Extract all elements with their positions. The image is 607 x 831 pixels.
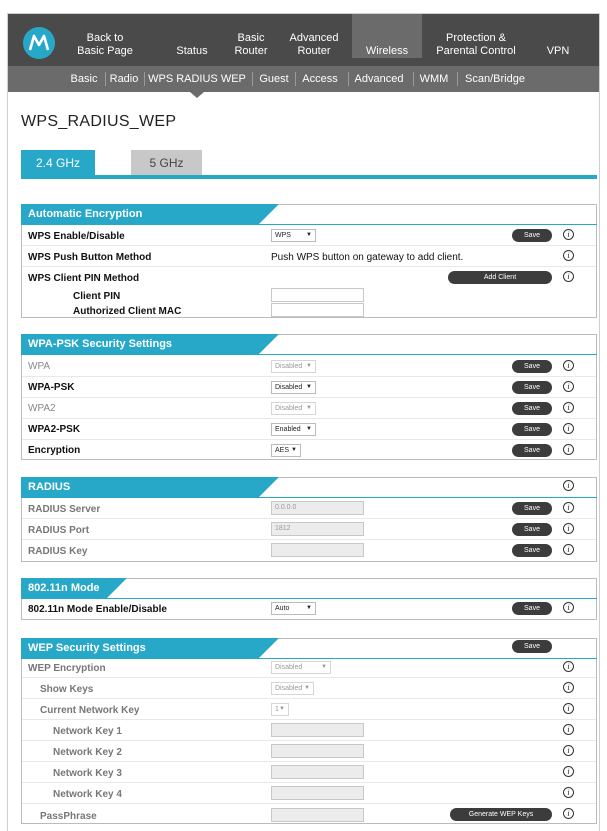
generate-wep-keys-button[interactable]: Generate WEP Keys	[450, 808, 552, 821]
info-icon[interactable]: i	[563, 250, 574, 261]
client-pin-label: Client PIN	[73, 291, 121, 302]
wpa2-select[interactable]: Disabled ▼	[271, 402, 316, 415]
row-divider	[22, 803, 596, 804]
wps-push-text: Push WPS button on gateway to add client.	[271, 252, 464, 263]
row-divider	[22, 677, 596, 678]
info-icon[interactable]: i	[563, 724, 574, 735]
show-keys-select[interactable]: Disabled ▼	[271, 682, 314, 695]
info-icon[interactable]: i	[563, 229, 574, 240]
row-divider	[22, 761, 596, 762]
section-header-line	[21, 224, 597, 225]
wep-save-button[interactable]: Save	[512, 640, 552, 653]
add-client-button[interactable]: Add Client	[448, 271, 552, 284]
radius-port-input[interactable]: 1812	[271, 522, 364, 536]
subnav-scan-bridge[interactable]: Scan/Bridge	[465, 73, 525, 85]
chevron-down-icon: ▼	[306, 405, 312, 411]
info-icon[interactable]: i	[563, 402, 574, 413]
network-key-1-label: Network Key 1	[53, 726, 122, 737]
wep-encryption-select[interactable]: Disabled ▼	[271, 661, 331, 674]
wpa-label: WPA	[28, 361, 51, 372]
radius-key-save-button[interactable]: Save	[512, 544, 552, 557]
row-divider	[22, 782, 596, 783]
subnav-separator	[144, 72, 145, 86]
show-keys-label: Show Keys	[40, 684, 94, 695]
wps-enable-select[interactable]: WPS ▼	[271, 229, 316, 242]
subnav-radio[interactable]: Radio	[109, 73, 139, 85]
section-header-line	[21, 354, 597, 355]
wpa2-psk-select[interactable]: Enabled ▼	[271, 423, 316, 436]
nav-protection-parental[interactable]: Protection & Parental Control	[436, 32, 516, 57]
info-icon[interactable]: i	[563, 444, 574, 455]
radius-server-label: RADIUS Server	[28, 504, 101, 515]
encryption-select[interactable]: AES ▼	[271, 444, 301, 457]
network-key-4-label: Network Key 4	[53, 789, 122, 800]
wps-save-button[interactable]: Save	[512, 229, 552, 242]
wpa2-save-button[interactable]: Save	[512, 402, 552, 415]
info-icon[interactable]: i	[563, 360, 574, 371]
wpa-psk-save-button[interactable]: Save	[512, 381, 552, 394]
client-pin-input[interactable]	[271, 288, 364, 302]
network-key-4-input[interactable]	[271, 786, 364, 800]
info-icon[interactable]: i	[563, 271, 574, 282]
n-mode-select[interactable]: Auto ▼	[271, 602, 316, 615]
motorola-m-icon	[27, 31, 51, 55]
section-header-line	[21, 497, 597, 498]
info-icon[interactable]: i	[563, 808, 574, 819]
network-key-1-input[interactable]	[271, 723, 364, 737]
chevron-down-icon: ▼	[306, 605, 312, 611]
info-icon[interactable]: i	[563, 745, 574, 756]
row-divider	[22, 698, 596, 699]
network-key-3-input[interactable]	[271, 765, 364, 779]
info-icon[interactable]: i	[563, 381, 574, 392]
subnav-basic[interactable]: Basic	[70, 73, 98, 85]
section-header: RADIUS	[21, 477, 259, 497]
info-icon[interactable]: i	[563, 682, 574, 693]
nav-back-to-basic[interactable]: Back to Basic Page	[77, 32, 133, 57]
tab-underline	[21, 175, 597, 179]
subnav-guest[interactable]: Guest	[259, 73, 289, 85]
section-header: WEP Security Settings	[21, 638, 259, 658]
wps-enable-label: WPS Enable/Disable	[28, 231, 125, 242]
section-header-line	[21, 658, 597, 659]
wpa2-psk-label: WPA2-PSK	[28, 424, 81, 435]
info-icon[interactable]: i	[563, 661, 574, 672]
n-mode-label: 802.11n Mode Enable/Disable	[28, 604, 167, 615]
info-icon[interactable]: i	[563, 787, 574, 798]
info-icon[interactable]: i	[563, 480, 574, 491]
nav-vpn[interactable]: VPN	[546, 45, 570, 57]
subnav-separator	[348, 72, 349, 86]
network-key-3-label: Network Key 3	[53, 768, 122, 779]
row-divider	[22, 397, 596, 398]
subnav-wps-radius-wep[interactable]: WPS RADIUS WEP	[148, 73, 246, 85]
radius-port-label: RADIUS Port	[28, 525, 90, 536]
info-icon[interactable]: i	[563, 423, 574, 434]
active-subnav-pointer	[190, 92, 204, 98]
wpa-save-button[interactable]: Save	[512, 360, 552, 373]
section-header: 802.11n Mode	[21, 578, 107, 598]
chevron-down-icon: ▼	[306, 232, 312, 238]
wpa2-psk-save-button[interactable]: Save	[512, 423, 552, 436]
passphrase-label: PassPhrase	[40, 811, 97, 822]
subnav-advanced[interactable]: Advanced	[354, 73, 404, 85]
authorized-mac-input[interactable]	[271, 303, 364, 317]
radius-server-save-button[interactable]: Save	[512, 502, 552, 515]
nav-wireless[interactable]: Wireless	[352, 14, 422, 58]
chevron-down-icon: ▼	[306, 363, 312, 369]
row-divider	[22, 539, 596, 540]
info-icon[interactable]: i	[563, 523, 574, 534]
row-divider	[22, 439, 596, 440]
chevron-down-icon: ▼	[306, 384, 312, 390]
chevron-down-icon: ▼	[291, 447, 297, 453]
subnav-separator	[295, 72, 296, 86]
current-key-label: Current Network Key	[40, 705, 140, 716]
nav-advanced-router[interactable]: Advanced Router	[289, 32, 339, 57]
subnav-wmm[interactable]: WMM	[419, 73, 449, 85]
subnav-separator	[457, 72, 458, 86]
wpa-psk-select[interactable]: Disabled ▼	[271, 381, 316, 394]
encryption-label: Encryption	[28, 445, 81, 456]
motorola-logo	[23, 27, 55, 59]
row-divider	[22, 740, 596, 741]
wep-encryption-label: WEP Encryption	[28, 663, 106, 674]
row-divider	[22, 719, 596, 720]
passphrase-input[interactable]	[271, 808, 364, 822]
radius-port-save-button[interactable]: Save	[512, 523, 552, 536]
tab-2-4-ghz[interactable]: 2.4 GHz	[21, 150, 95, 176]
row-divider	[22, 245, 596, 246]
chevron-down-icon: ▼	[321, 664, 327, 670]
row-divider	[22, 266, 596, 267]
wps-pin-label: WPS Client PIN Method	[28, 273, 140, 284]
info-icon[interactable]: i	[563, 602, 574, 613]
network-key-2-label: Network Key 2	[53, 747, 122, 758]
n-mode-save-button[interactable]: Save	[512, 602, 552, 615]
info-icon[interactable]: i	[563, 502, 574, 513]
subnav-separator	[252, 72, 253, 86]
info-icon[interactable]: i	[563, 544, 574, 555]
tab-5-ghz[interactable]: 5 GHz	[131, 150, 202, 176]
info-icon[interactable]: i	[563, 766, 574, 777]
info-icon[interactable]: i	[563, 703, 574, 714]
authorized-mac-label: Authorized Client MAC	[73, 306, 182, 317]
section-header: Automatic Encryption	[21, 204, 259, 224]
chevron-down-icon: ▼	[279, 706, 285, 712]
current-key-select[interactable]: 1 ▼	[271, 703, 289, 716]
subnav-separator	[413, 72, 414, 86]
nav-status[interactable]: Status	[176, 45, 208, 57]
row-divider	[22, 376, 596, 377]
wpa2-label: WPA2	[28, 403, 56, 414]
wps-push-label: WPS Push Button Method	[28, 252, 152, 263]
row-divider	[22, 518, 596, 519]
wpa-select[interactable]: Disabled ▼	[271, 360, 316, 373]
section-header-line	[21, 598, 597, 599]
encryption-save-button[interactable]: Save	[512, 444, 552, 457]
chevron-down-icon: ▼	[306, 426, 312, 432]
section-header: WPA-PSK Security Settings	[21, 334, 259, 354]
nav-basic-router[interactable]: Basic Router	[234, 32, 268, 57]
radius-key-label: RADIUS Key	[28, 546, 88, 557]
subnav-access[interactable]: Access	[302, 73, 338, 85]
wpa-psk-label: WPA-PSK	[28, 382, 75, 393]
row-divider	[22, 418, 596, 419]
radius-key-input[interactable]	[271, 543, 364, 557]
page-title: WPS_RADIUS_WEP	[21, 113, 177, 130]
chevron-down-icon: ▼	[304, 685, 310, 691]
network-key-2-input[interactable]	[271, 744, 364, 758]
radius-server-input[interactable]: 0.0.0.0	[271, 501, 364, 515]
